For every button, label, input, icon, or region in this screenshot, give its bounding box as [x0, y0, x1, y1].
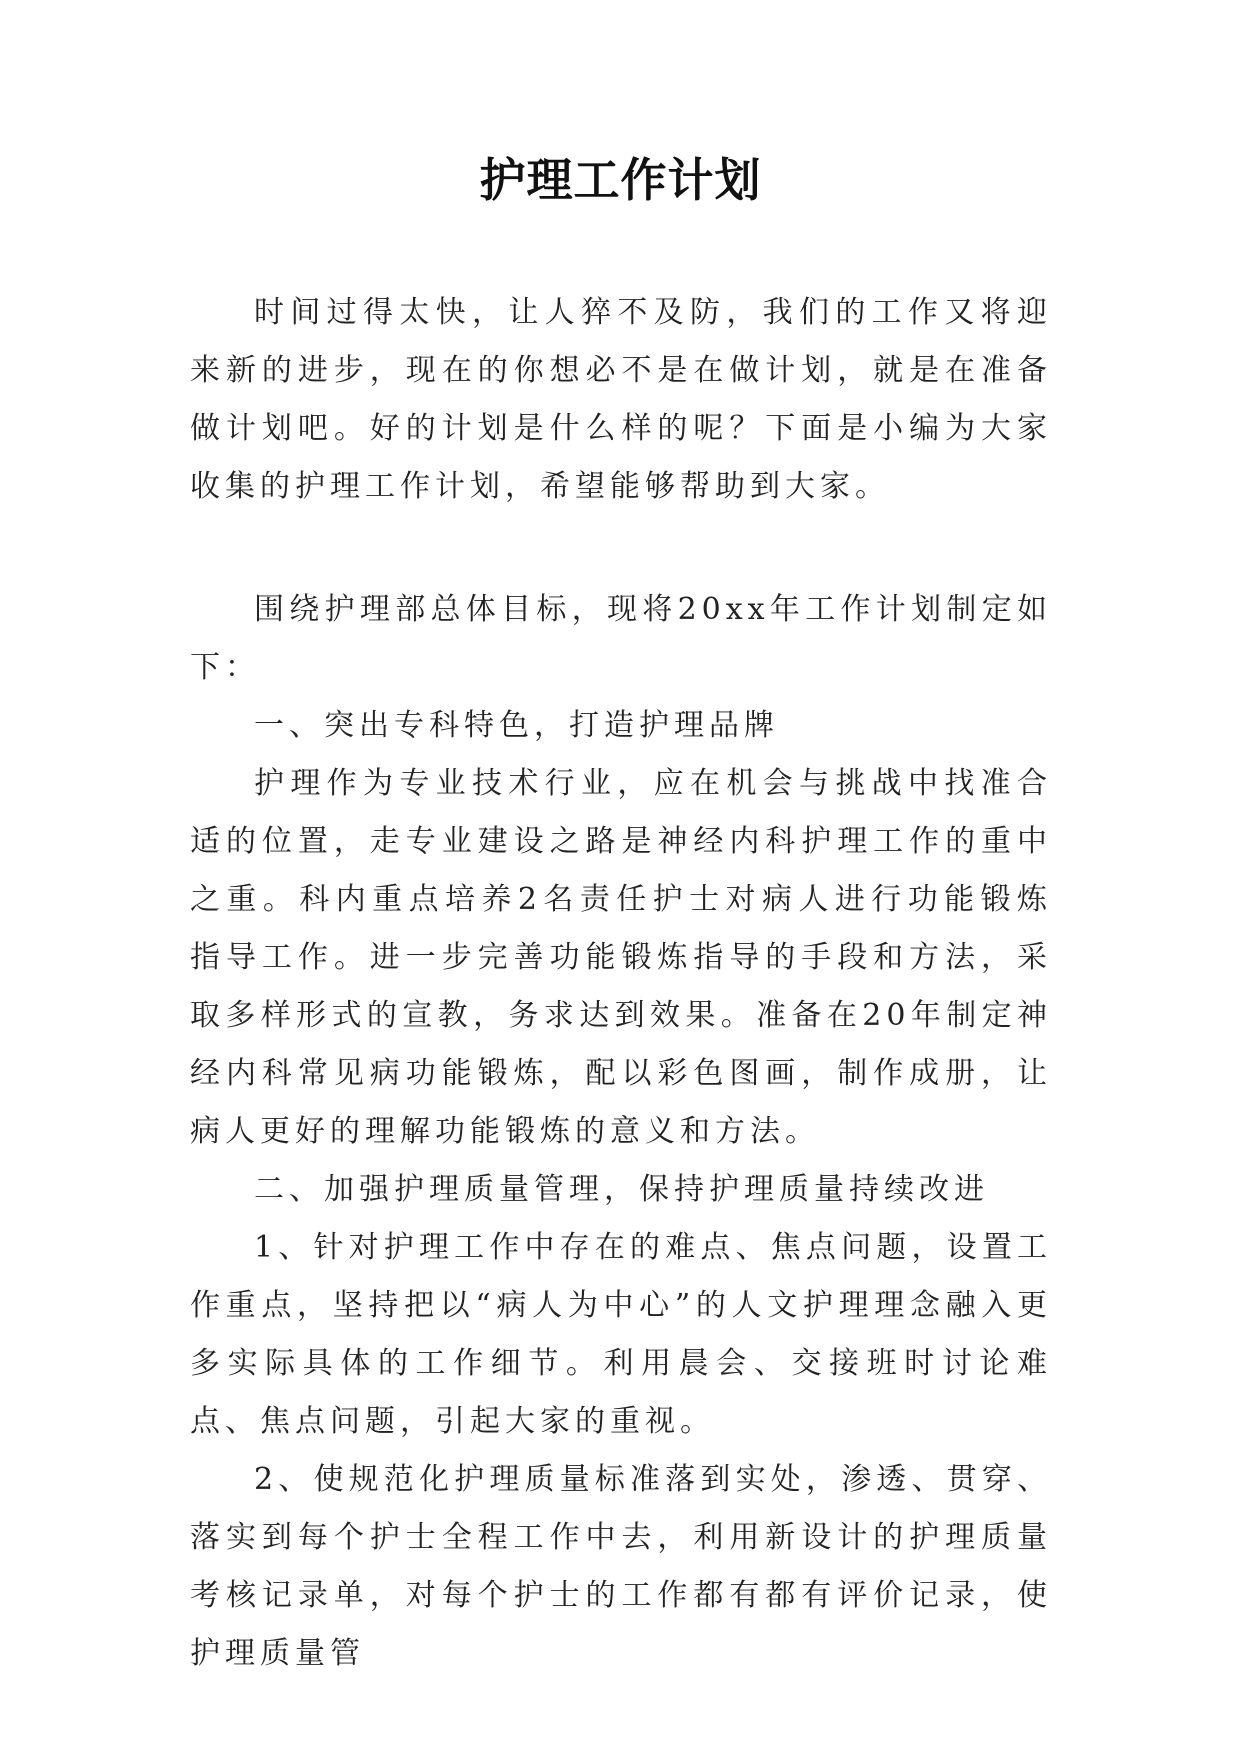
heading-section-1: 一、突出专科特色，打造护理品牌	[254, 708, 779, 743]
paragraph-item-1: 1、针对护理工作中存在的难点、焦点问题，设置工作重点，坚持把以“病人为中心”的人文护理理念融入更多实际具体的工作细节。利用晨会、交接班时讨论难点、焦点问题，引起大家的重视。	[190, 1230, 1052, 1439]
main-section	[190, 581, 1052, 1683]
intro-paragraph: 时间过得太快，让人猝不及防，我们的工作又将迎来新的进步，现在的你想必不是在做计划，就是在准备做计划吧。好的计划是什么样的呢？下面是小编为大家收集的护理工作计划，希望能够帮助到大家。	[190, 295, 1052, 504]
intro-section	[190, 284, 1052, 516]
document-title: 护理工作计划	[479, 153, 762, 207]
paragraph-section-1-body: 护理作为专业技术行业，应在机会与挑战中找准合适的位置，走专业建设之路是神经内科护理工作的重中之重。科内重点培养2名责任护士对病人进行功能锻炼指导工作。进一步完善功能锻炼指导的手段和方法，采取多样形式的宣教，务求达到效果。准备在20年制定神经内科常见病功能锻炼，配以彩色图画，制作成册，让病人更好的理解功能锻炼的意义和方法。	[190, 766, 1052, 1149]
paragraph-plan-overview: 围绕护理部总体目标，现将20xx年工作计划制定如下：	[190, 592, 1052, 685]
heading-section-2: 二、加强护理质量管理，保持护理质量持续改进	[254, 1172, 989, 1207]
paragraph-item-2: 2、使规范化护理质量标准落到实处，渗透、贯穿、落实到每个护士全程工作中去，利用新设计的护理质量考核记录单，对每个护士的工作都有都有评价记录，使护理质量管	[190, 1462, 1052, 1671]
